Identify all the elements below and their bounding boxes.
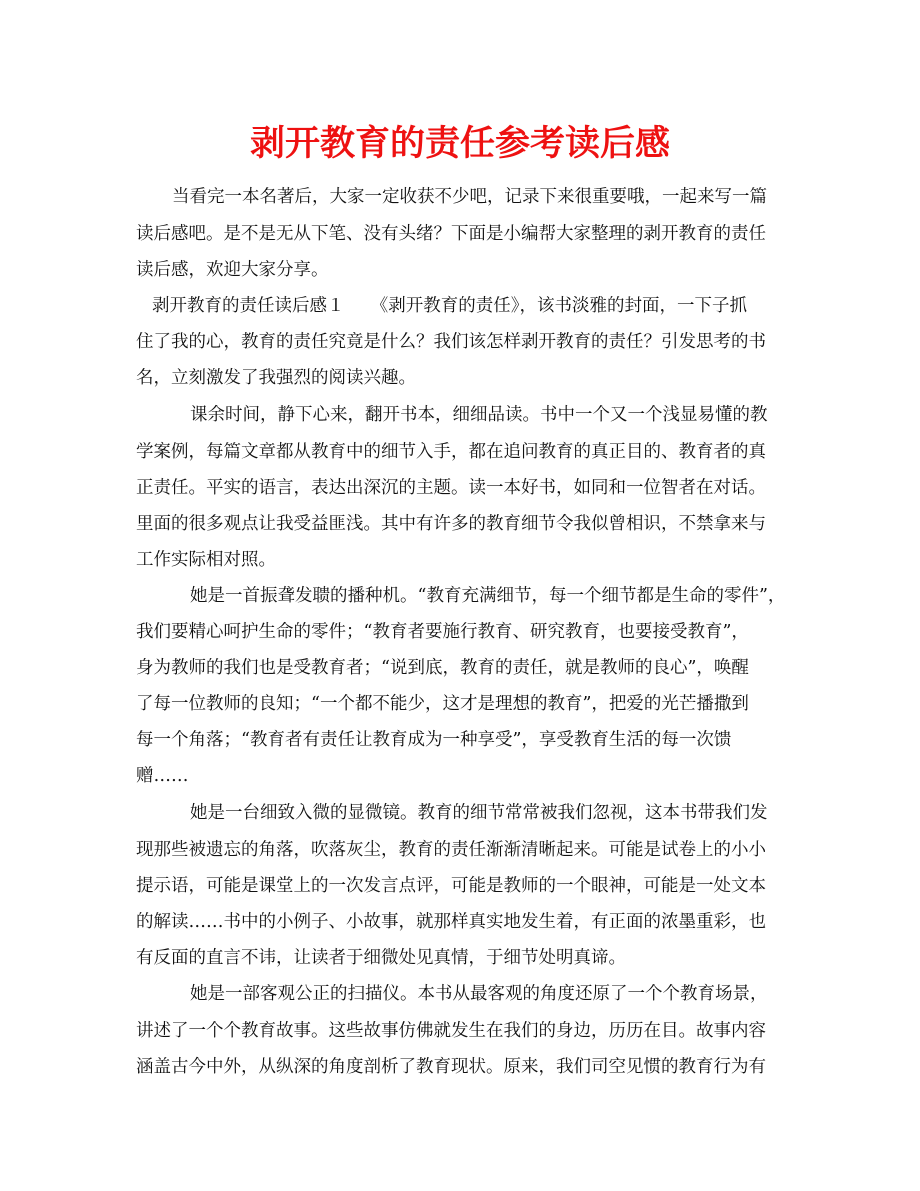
document-title: 剥开教育的责任参考读后感	[249, 124, 670, 164]
body-line: 她是一首振聋发聩的播种机。“教育充满细节，每一个细节都是生命的零件”，	[190, 586, 786, 606]
body-line: 当看完一本名著后，大家一定收获不少吧，记录下来很重要哦，一起来写一篇	[172, 187, 767, 207]
body-line: 有反面的直言不讳，让读者于细微处见真情，于细节处明真谛。	[136, 948, 626, 968]
body-line: 她是一台细致入微的显微镜。教育的细节常常被我们忽视，这本书带我们发	[190, 803, 768, 823]
body-line: 涵盖古今中外，从纵深的角度剖析了教育现状。原来，我们司空见惯的教育行为有	[136, 1057, 766, 1077]
body-line: 剥开教育的责任读后感１ 《剥开教育的责任》，该书淡雅的封面，一下子抓	[152, 296, 747, 316]
body-line: 读后感吧。是不是无从下笔、没有头绪？下面是小编帮大家整理的剥开教育的责任	[136, 224, 766, 244]
body-line: 读后感，欢迎大家分享。	[136, 260, 329, 280]
body-line: 我们要精心呵护生命的零件；“教育者要施行教育、研究教育，也要接受教育”，	[136, 622, 749, 642]
body-line: 她是一部客观公正的扫描仪。本书从最客观的角度还原了一个个教育场景，	[190, 984, 768, 1004]
body-line: 每一个角落；“教育者有责任让教育成为一种享受”，享受教育生活的每一次馈	[136, 730, 732, 750]
body-line: 的解读……书中的小例子、小故事，就那样真实地发生着，有正面的浓墨重彩，也	[136, 912, 766, 932]
body-line: 住了我的心，教育的责任究竟是什么？我们该怎样剥开教育的责任？引发思考的书	[136, 332, 766, 352]
body-line: 学案例，每篇文章都从教育中的细节入手，都在追问教育的真正目的、教育者的真	[136, 442, 766, 462]
body-line: 身为教师的我们也是受教育者；“说到底，教育的责任，就是教师的良心”，唤醒	[136, 658, 749, 678]
body-line: 正责任。平实的语言，表达出深沉的主题。读一本好书，如同和一位智者在对话。	[136, 478, 766, 498]
body-line: 了每一位教师的良知；“一个都不能少，这才是理想的教育”，把爱的光芒播撒到	[136, 694, 749, 714]
body-line: 名，立刻激发了我强烈的阅读兴趣。	[136, 368, 416, 388]
body-line: 提示语，可能是课堂上的一次发言点评，可能是教师的一个眼神，可能是一处文本	[136, 876, 766, 896]
body-line: 课余时间，静下心来，翻开书本，细细品读。书中一个又一个浅显易懂的教	[190, 405, 768, 425]
body-line: 现那些被遗忘的角落，吹落灰尘，教育的责任渐渐清晰起来。可能是试卷上的小小	[136, 840, 766, 860]
body-line: 讲述了一个个教育故事。这些故事仿佛就发生在我们的身边，历历在目。故事内容	[136, 1021, 766, 1041]
body-line: 里面的很多观点让我受益匪浅。其中有许多的教育细节令我似曾相识，不禁拿来与	[136, 514, 766, 534]
body-line: 赠……	[136, 766, 189, 786]
body-line: 工作实际相对照。	[136, 550, 276, 570]
